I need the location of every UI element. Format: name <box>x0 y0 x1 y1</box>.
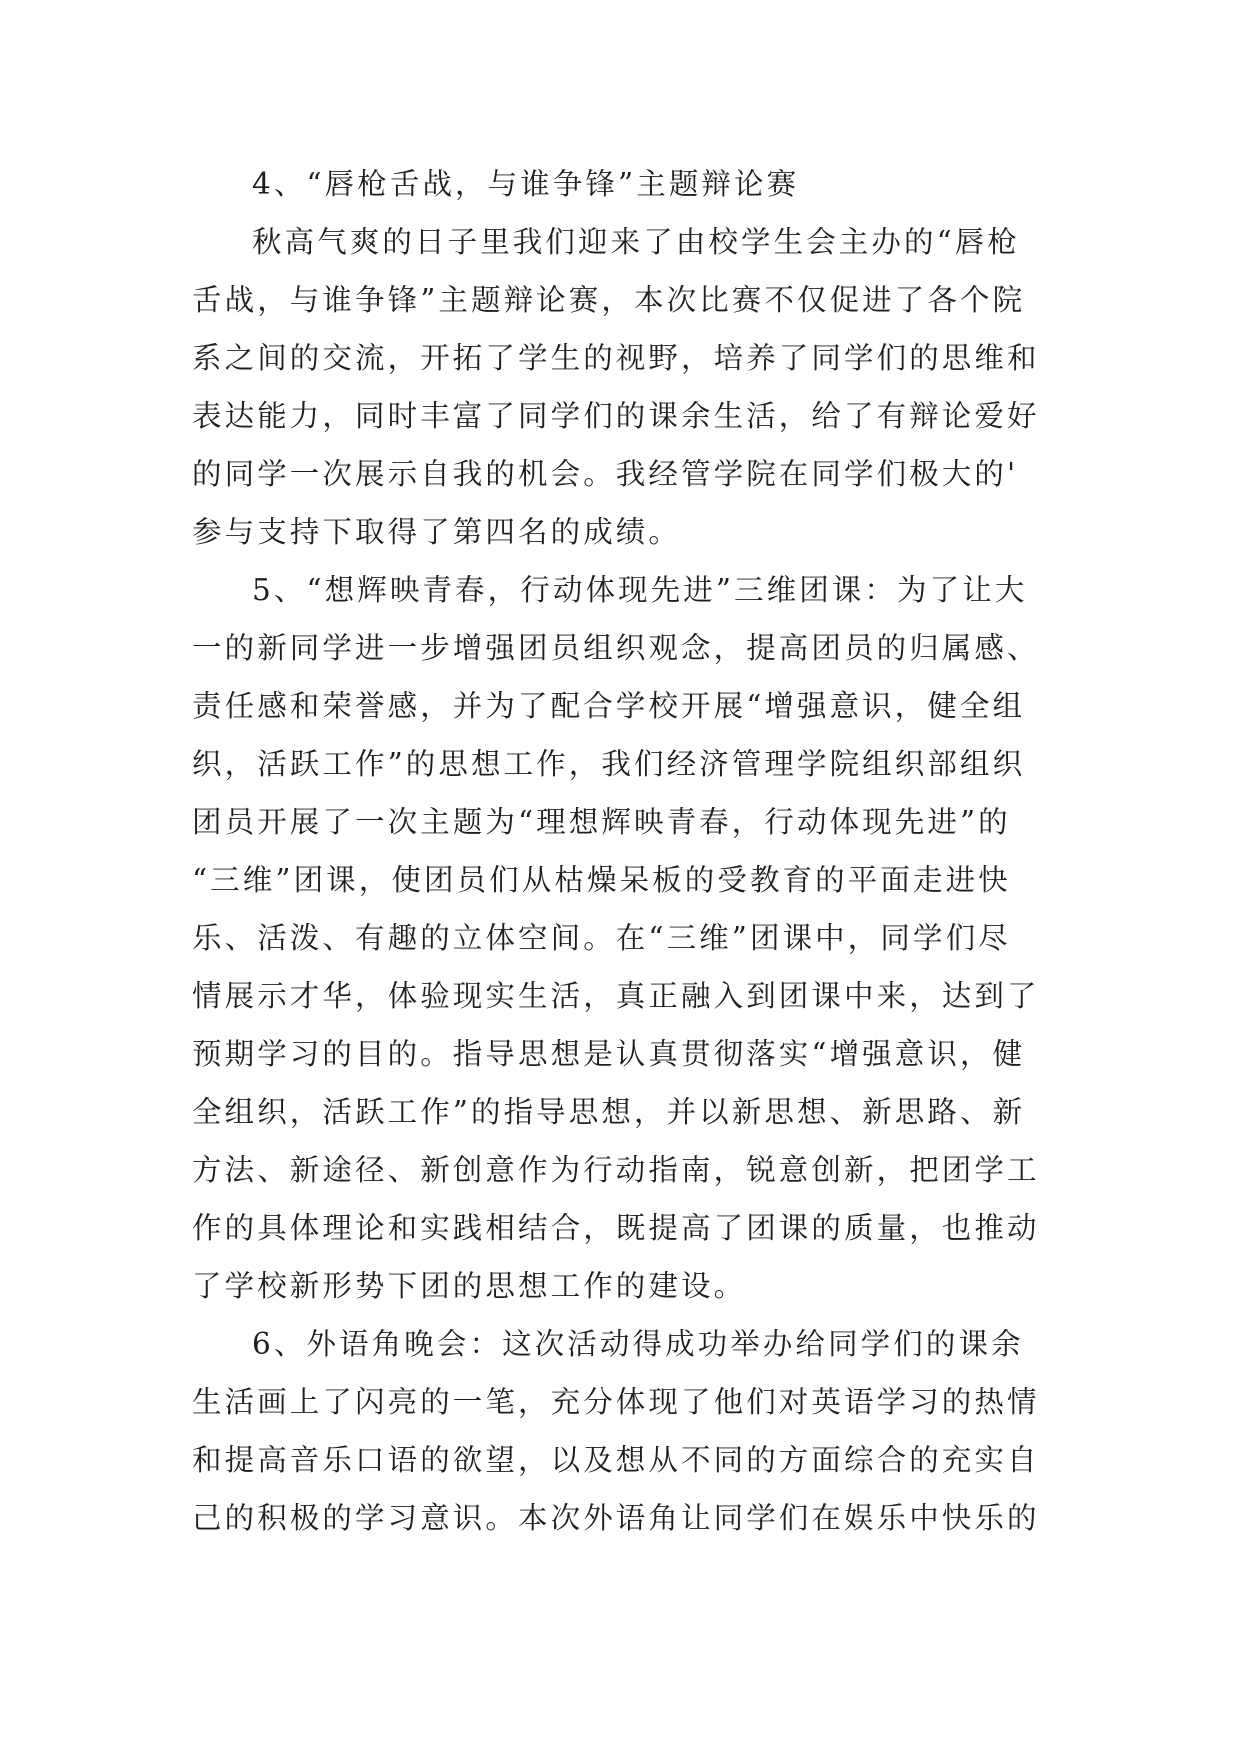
paragraph-line: 和提高音乐口语的欲望，以及想从不同的方面综合的充实自 <box>192 1443 1040 1477</box>
paragraph-line: 生活画上了闪亮的一笔，充分体现了他们对英语学习的热情 <box>192 1385 1040 1419</box>
paragraph-line: 织，活跃工作”的思想工作，我们经济管理学院组织部组织 <box>192 747 1026 781</box>
paragraph-line: 己的积极的学习意识。本次外语角让同学们在娱乐中快乐的 <box>192 1501 1040 1535</box>
paragraph-line: 6、外语角晚会：这次活动得成功举办给同学们的课余 <box>252 1327 1024 1361</box>
paragraph-line: 了学校新形势下团的思想工作的建设。 <box>192 1269 747 1303</box>
paragraph-line: 全组织，活跃工作”的指导思想，并以新思想、新思路、新 <box>192 1095 1026 1129</box>
paragraph-line: 参与支持下取得了第四名的成绩。 <box>192 515 682 549</box>
paragraph-line: 作的具体理论和实践相结合，既提高了团课的质量，也推动 <box>192 1211 1040 1245</box>
paragraph-line: 表达能力，同时丰富了同学们的课余生活，给了有辩论爱好 <box>192 399 1040 433</box>
paragraph-line: 系之间的交流，开拓了学生的视野，培养了同学们的思维和 <box>192 341 1040 375</box>
paragraph-line: 方法、新途径、新创意作为行动指南，锐意创新，把团学工 <box>192 1153 1040 1187</box>
paragraph-line: “三维”团课，使团员们从枯燥呆板的受教育的平面走进快 <box>192 863 1011 897</box>
paragraph-line: 责任感和荣誉感，并为了配合学校开展“增强意识，健全组 <box>192 689 1026 723</box>
paragraph-line: 5、“想辉映青春，行动体现先进”三维团课：为了让大 <box>252 573 1028 607</box>
paragraph-line: 舌战，与谁争锋”主题辩论赛，本次比赛不仅促进了各个院 <box>192 283 1026 317</box>
paragraph-line: 乐、活泼、有趣的立体空间。在“三维”团课中，同学们尽 <box>192 921 1011 955</box>
heading-debate: 4、“唇枪舌战，与谁争锋”主题辩论赛 <box>252 167 800 201</box>
paragraph-line: 情展示才华，体验现实生活，真正融入到团课中来，达到了 <box>192 979 1040 1013</box>
paragraph-line: 团员开展了一次主题为“理想辉映青春，行动体现先进”的 <box>192 805 1011 839</box>
paragraph-line: 秋高气爽的日子里我们迎来了由校学生会主办的“唇枪 <box>252 225 1020 259</box>
paragraph-line: 的同学一次展示自我的机会。我经管学院在同学们极大的' <box>192 457 1019 491</box>
paragraph-line: 一的新同学进一步增强团员组织观念，提高团员的归属感、 <box>192 631 1040 665</box>
paragraph-line: 预期学习的目的。指导思想是认真贯彻落实“增强意识，健 <box>192 1037 1026 1071</box>
